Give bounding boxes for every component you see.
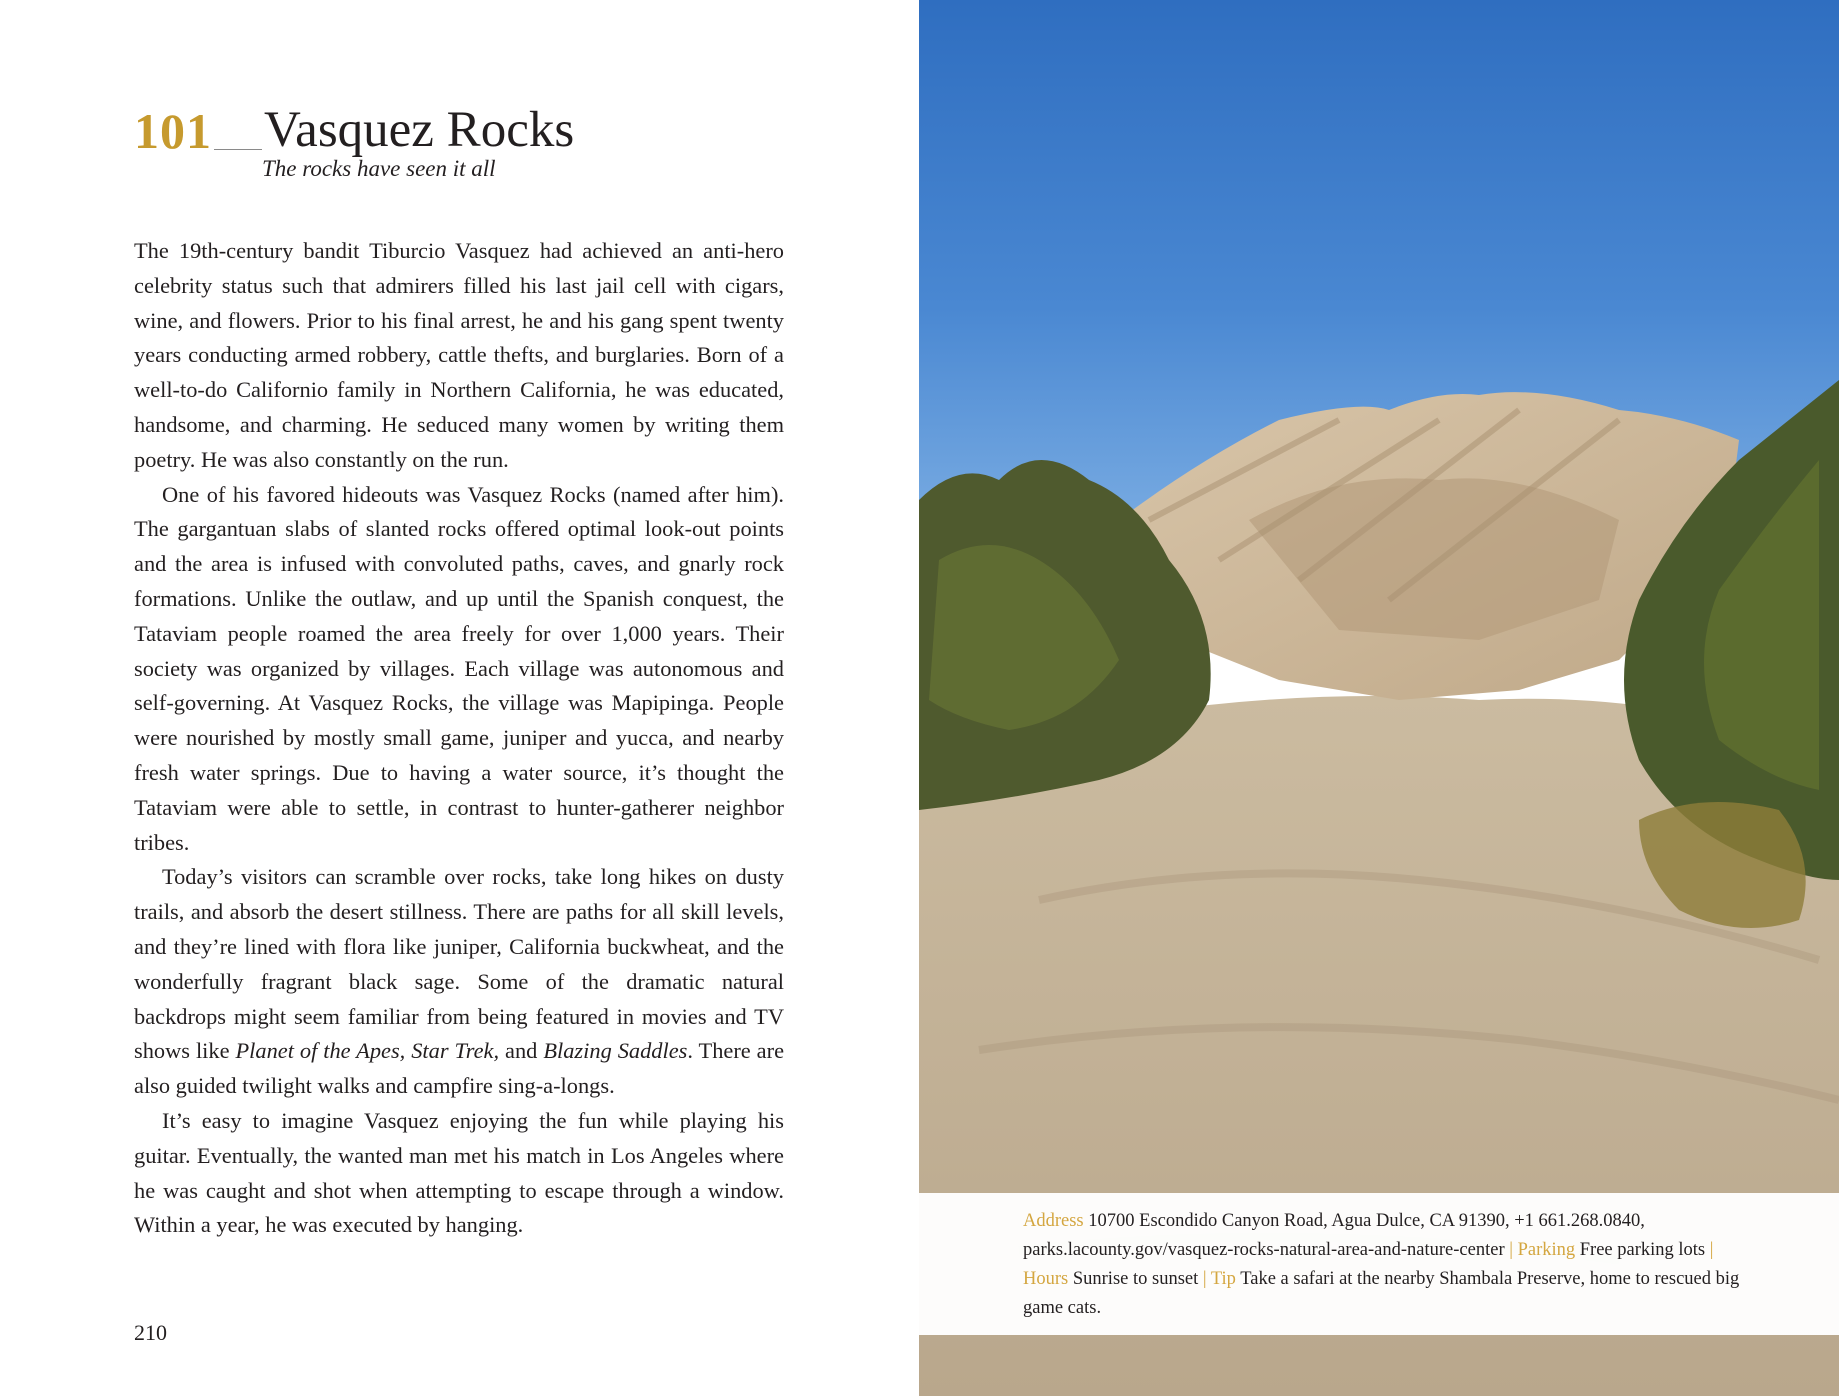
info-separator: | <box>1202 1269 1207 1289</box>
heading-rule <box>214 149 262 150</box>
info-separator: | <box>1709 1240 1714 1260</box>
page-number: 210 <box>134 1320 167 1345</box>
paragraph-3-text-a: Today’s visitors can scramble over rocks, take long hikes on dusty trails, and absorb the desert stillness. There are paths for all skill levels, and they’re lined with flora like juniper, California buckwheat, and the wonderfully fragrant black sage. Some of the dramatic natural backdrops might seem familiar from being featured in movies and TV shows like <box>134 864 784 1064</box>
visitor-info-box <box>919 1193 1839 1335</box>
entry-number: 101 <box>134 103 212 159</box>
vasquez-rocks-photo <box>919 0 1839 1396</box>
visitor-info-text <box>1023 1207 1743 1323</box>
address-label: Address <box>1023 1211 1084 1231</box>
address-value: 10700 Escondido Canyon Road, Agua Dulce, CA 91390, +1 661.268.0840, parks.lacounty.gov/vasquez-rocks-natural-area-and-nature-center <box>1023 1211 1645 1260</box>
film-title-blazing-saddles: Blazing Saddles <box>543 1038 688 1064</box>
paragraph-3 <box>134 860 784 1104</box>
tip-label: Tip <box>1210 1269 1236 1289</box>
entry-title: Vasquez Rocks <box>264 102 575 158</box>
entry-subtitle: The rocks have seen it all <box>262 156 496 181</box>
paragraph-4: It’s easy to imagine Vasquez enjoying the fun while playing his guitar. Eventually, the wanted man met his match in Los Angeles where he was caught and shot when attempting to escape through a window. Within a year, he was executed by hanging. <box>134 1107 784 1238</box>
hours-label: Hours <box>1023 1269 1069 1289</box>
entry-heading <box>134 92 575 159</box>
hours-value: Sunrise to sunset <box>1072 1269 1199 1289</box>
left-page <box>0 0 919 1396</box>
paragraph-1: The 19th-century bandit Tiburcio Vasquez had achieved an anti-hero celebrity status such that admirers filled his last jail cell with cigars, wine, and flowers. Prior to his final arrest, he and his gang spent twenty years conducting armed robbery, cattle thefts, and burglaries. Born of a well-to-do Californio family in Northern California, he was educated, handsome, and charming. He seduced many women by writing them poetry. He was also constantly on the run. <box>134 238 784 472</box>
parking-value: Free parking lots <box>1579 1240 1706 1260</box>
paragraph-3-text-b: and <box>499 1038 544 1064</box>
film-titles-italic: Planet of the Apes, Star Trek, <box>235 1038 500 1064</box>
paragraph-3-text-c: . There are also guided twilight walks and campfire sing-a-longs. <box>134 1038 785 1099</box>
parking-label: Parking <box>1517 1240 1576 1260</box>
article-body <box>134 234 784 1243</box>
paragraph-2: One of his favored hideouts was Vasquez Rocks (named after him). The gargantuan slabs of slanted rocks offered optimal look-out points and the area is infused with convoluted paths, caves, and gnarly rock formations. Unlike the outlaw, and up until the Spanish conquest, the Tataviam people roamed the area freely for over 1,000 years. Their society was organized by villages. Each village was autonomous and self-governing. At Vasquez Rocks, the village was Mapipinga. People were nourished by mostly small game, juniper and yucca, and nearby fresh water springs. Due to having a water source, it’s thought the Tataviam were able to settle, in contrast to hunter-gatherer neighbor tribes. <box>134 481 784 855</box>
tip-value: Take a safari at the nearby Shambala Preserve, home to rescued big game cats. <box>1023 1269 1740 1318</box>
info-separator: | <box>1509 1240 1513 1260</box>
